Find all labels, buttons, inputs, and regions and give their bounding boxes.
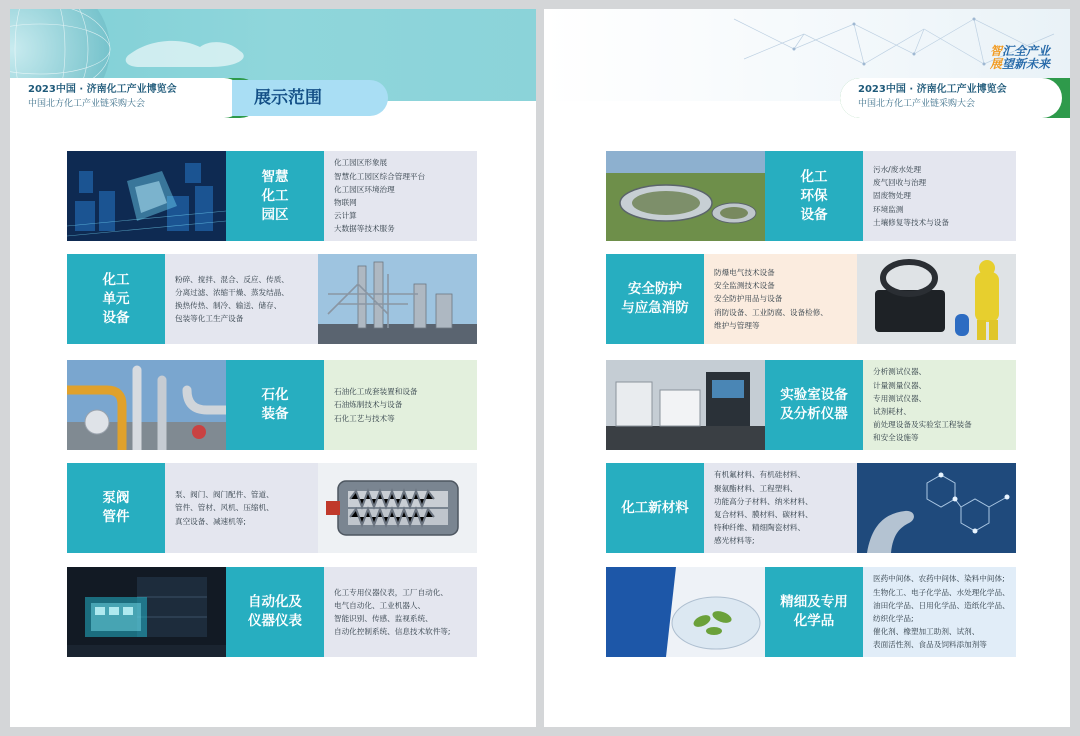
category-row bbox=[606, 360, 1016, 450]
molecular-materials-photo bbox=[857, 463, 1016, 553]
desc-item: 换热传热、制冷、输送、储存、 bbox=[175, 301, 282, 310]
left-page bbox=[10, 9, 536, 727]
desc-item: 前处理设备及实验室工程装备 bbox=[873, 420, 972, 430]
category-description bbox=[704, 254, 857, 344]
desc-item: 泵、阀门、阀门配件、管道、 bbox=[175, 490, 274, 500]
label-line: 石化 bbox=[261, 387, 289, 403]
desc-item: 功能高分子材料、纳米材料、 bbox=[714, 496, 813, 506]
expo-slogan bbox=[990, 45, 1050, 71]
desc-item: 智慧化工园区综合管理平台 bbox=[334, 171, 426, 181]
category-row bbox=[606, 151, 1016, 241]
desc-item: 化工园区环境治理 bbox=[334, 184, 395, 194]
label-line: 化工 bbox=[102, 271, 130, 288]
label-line: 仪器仪表 bbox=[248, 613, 302, 629]
desc-item: 石油炼制技术与设备 bbox=[334, 400, 403, 410]
desc-item: 物联网 bbox=[334, 198, 357, 207]
category-label bbox=[606, 254, 704, 344]
right-page bbox=[544, 9, 1070, 727]
desc-item: 云计算 bbox=[334, 211, 357, 221]
desc-item: 安全防护用品与设备 bbox=[714, 294, 783, 304]
expo-name: 2023中国 · 济南化工产业博览会 bbox=[858, 84, 1007, 95]
label-line: 自动化及 bbox=[248, 594, 302, 610]
desc-item: 油田化学品、日用化学品、造纸化学品、 bbox=[873, 600, 1010, 610]
category-row bbox=[67, 567, 477, 657]
label-line: 管件 bbox=[102, 509, 130, 525]
desc-item: 电气自动化、工业机器人、 bbox=[334, 600, 426, 610]
label-line: 化工 bbox=[800, 168, 828, 185]
desc-item: 消防设备、工业防腐、设备检修、 bbox=[714, 307, 828, 317]
category-label bbox=[226, 360, 324, 450]
category-description bbox=[324, 567, 477, 657]
desc-item: 感光材料等; bbox=[714, 536, 755, 546]
desc-item: 生物化工、电子化学品、水处理化学品、 bbox=[873, 587, 1010, 597]
fine-chemicals-photo bbox=[606, 567, 765, 657]
label-line: 泵阀 bbox=[102, 490, 130, 506]
desc-item: 智能识别、传感、监视系统、 bbox=[334, 614, 433, 623]
label-line: 装备 bbox=[261, 406, 289, 422]
label-line: 环保 bbox=[800, 187, 828, 204]
desc-item: 防爆电气技术设备 bbox=[714, 267, 775, 277]
slogan-highlight: 展 bbox=[989, 57, 1002, 71]
category-description bbox=[324, 151, 477, 241]
safety-equipment-photo bbox=[857, 254, 1016, 344]
desc-item: 真空设备、减速机等; bbox=[175, 516, 246, 526]
desc-item: 废气回收与治理 bbox=[873, 178, 927, 188]
label-line: 与应急消防 bbox=[621, 300, 689, 316]
category-row bbox=[67, 463, 477, 553]
category-label bbox=[765, 567, 863, 657]
category-row bbox=[67, 254, 477, 344]
desc-item: 复合材料、膜材料、碳材料、 bbox=[714, 510, 813, 519]
label-line: 园区 bbox=[261, 206, 289, 223]
desc-item: 催化剂、橡塑加工助剂、试剂、 bbox=[873, 627, 980, 637]
desc-item: 计量测量仪器、 bbox=[873, 380, 927, 390]
label-line: 设备 bbox=[800, 206, 828, 223]
desc-item: 维护与管理等 bbox=[714, 320, 760, 330]
laboratory-instruments-photo bbox=[606, 360, 765, 450]
label-line: 精细及专用 bbox=[780, 594, 848, 610]
category-row bbox=[606, 463, 1016, 553]
desc-item: 试剂耗材、 bbox=[873, 407, 911, 416]
desc-item: 粉碎、搅拌、混合、反应、传质、 bbox=[175, 274, 289, 284]
expo-subtitle: 中国北方化工产业链采购大会 bbox=[858, 99, 976, 109]
category-row bbox=[606, 254, 1016, 344]
category-row bbox=[67, 151, 477, 241]
category-label bbox=[226, 567, 324, 657]
desc-item: 有机氟材料、有机硅材料、 bbox=[714, 470, 806, 480]
category-label bbox=[67, 254, 165, 344]
label-line: 智慧 bbox=[261, 168, 289, 185]
expo-name: 2023中国 · 济南化工产业博览会 bbox=[28, 84, 177, 95]
label-line: 及分析仪器 bbox=[780, 406, 848, 422]
desc-item: 和安全设施等 bbox=[873, 433, 919, 443]
category-description bbox=[324, 360, 477, 450]
automation-hologram-photo bbox=[67, 567, 226, 657]
desc-item: 安全监测技术设备 bbox=[714, 281, 775, 291]
label-line: 设备 bbox=[102, 309, 130, 326]
desc-item: 专用测试仪器、 bbox=[873, 393, 927, 403]
label-line: 化工新材料 bbox=[621, 499, 689, 516]
category-description bbox=[863, 360, 1016, 450]
category-description bbox=[165, 463, 318, 553]
desc-item: 表面活性剂、食品及饲料添加剂等 bbox=[873, 640, 987, 650]
chemical-plant-photo bbox=[318, 254, 477, 344]
category-label bbox=[67, 463, 165, 553]
desc-item: 土壤修复等技术与设备 bbox=[873, 217, 949, 227]
category-description bbox=[704, 463, 857, 553]
petrochemical-pipes-photo bbox=[67, 360, 226, 450]
expo-subtitle: 中国北方化工产业链采购大会 bbox=[28, 99, 146, 109]
label-line: 实验室设备 bbox=[780, 387, 848, 403]
desc-item: 特种纤维、精细陶瓷材料、 bbox=[714, 523, 806, 533]
slogan-text: 汇全产业 bbox=[1001, 44, 1050, 58]
category-description bbox=[863, 151, 1016, 241]
category-description bbox=[165, 254, 318, 344]
category-label bbox=[765, 360, 863, 450]
desc-item: 分离过滤、浓缩干燥、蒸发结晶、 bbox=[175, 287, 289, 297]
desc-item: 化工园区形象展 bbox=[334, 158, 388, 168]
desc-item: 自动化控制系统、信息技术软件等; bbox=[334, 627, 451, 637]
water-treatment-photo bbox=[606, 151, 765, 241]
label-line: 化学品 bbox=[793, 613, 835, 629]
desc-item: 石化工艺与技术等 bbox=[334, 413, 395, 423]
smart-park-photo bbox=[67, 151, 226, 241]
slogan-text: 望新未来 bbox=[1001, 57, 1050, 71]
category-description bbox=[863, 567, 1016, 657]
label-line: 安全防护 bbox=[628, 281, 682, 297]
category-label bbox=[226, 151, 324, 241]
desc-item: 聚氨酯材料、工程塑料、 bbox=[714, 483, 798, 493]
desc-item: 污水/废水处理 bbox=[873, 164, 922, 174]
screw-pump-cutaway-photo bbox=[318, 463, 477, 553]
category-row bbox=[67, 360, 477, 450]
page-title: 展示范围 bbox=[232, 80, 388, 116]
desc-item: 化工专用仪器仪表，工厂自动化、 bbox=[334, 587, 448, 597]
desc-item: 石油化工成套装置和设备 bbox=[334, 387, 418, 397]
expo-header bbox=[840, 78, 1062, 118]
label-line: 单元 bbox=[102, 290, 130, 307]
expo-header bbox=[10, 78, 244, 118]
desc-item: 管件、管材、风机、压缩机、 bbox=[175, 503, 274, 513]
desc-item: 环境监测 bbox=[873, 204, 904, 214]
category-label bbox=[606, 463, 704, 553]
desc-item: 固废物处理 bbox=[873, 191, 911, 201]
label-line: 化工 bbox=[261, 187, 289, 204]
desc-item: 纺织化学品; bbox=[873, 614, 914, 623]
desc-item: 医药中间体、农药中间体、染料中间体; bbox=[873, 574, 1005, 584]
category-label bbox=[765, 151, 863, 241]
desc-item: 大数据等技术服务 bbox=[334, 224, 395, 234]
desc-item: 分析测试仪器、 bbox=[873, 367, 927, 377]
slogan-highlight: 智 bbox=[989, 44, 1002, 58]
desc-item: 包装等化工生产设备 bbox=[175, 314, 244, 324]
category-row bbox=[606, 567, 1016, 657]
